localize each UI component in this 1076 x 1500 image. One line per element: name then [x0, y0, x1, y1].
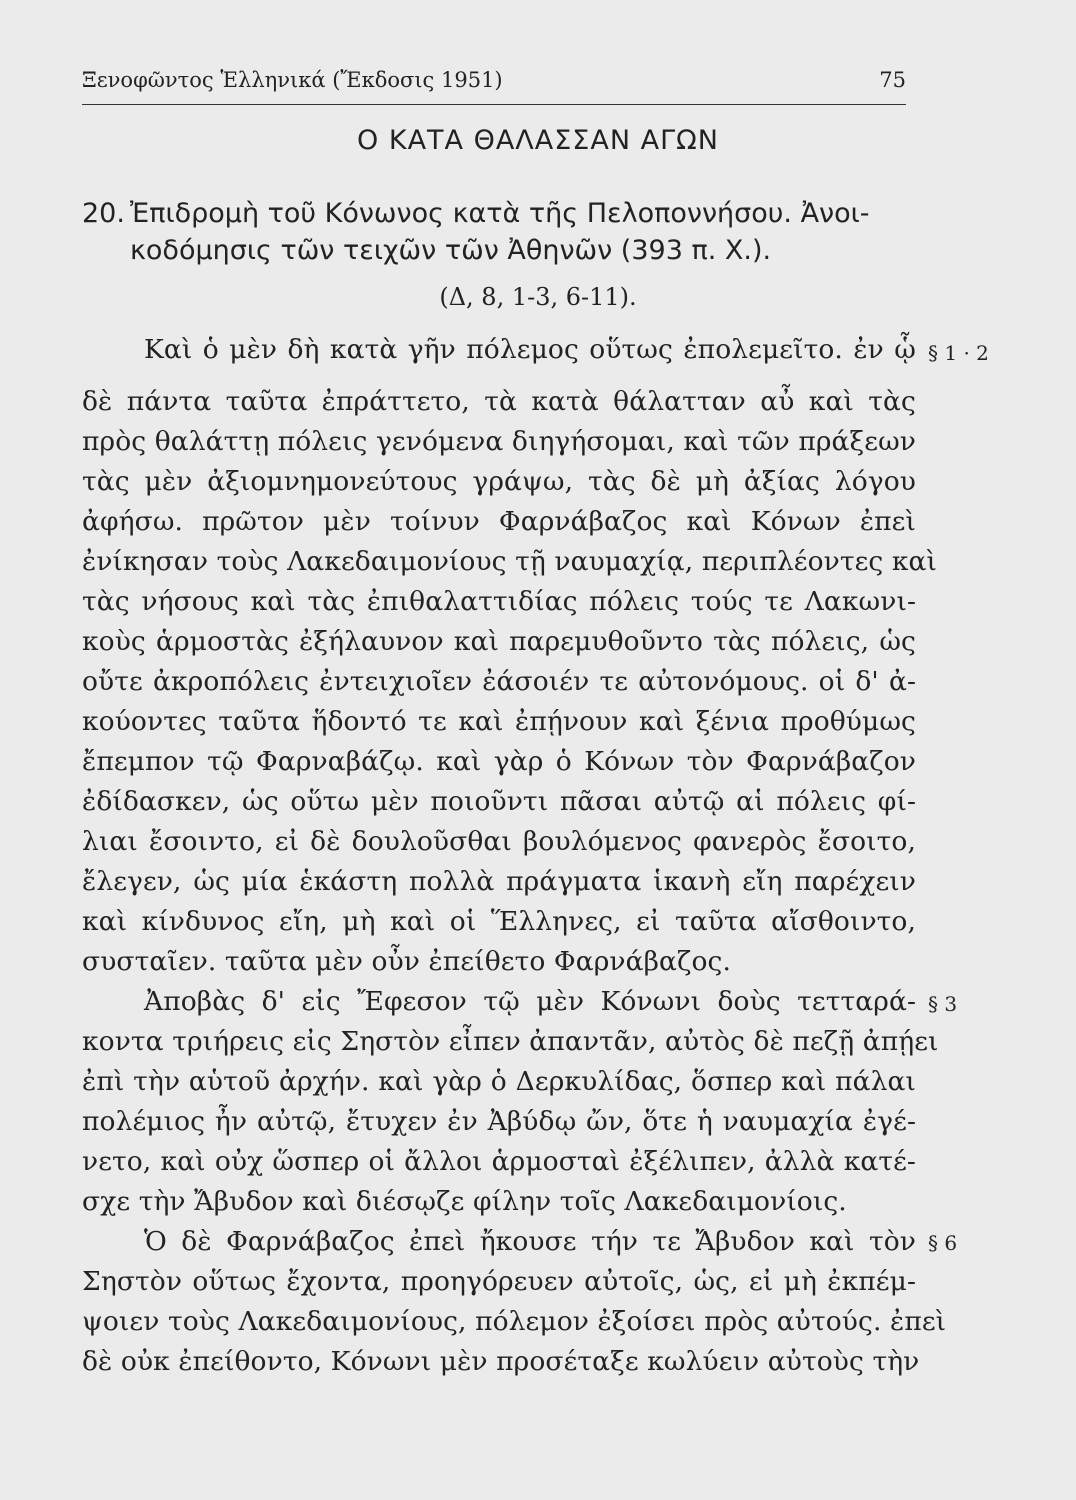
text-line: δὲ πάντα ταῦτα ἐπράττετο, τὰ κατὰ θάλατταν αὖ καὶ τὰς	[82, 386, 916, 417]
text-line: ἔπεμπον τῷ Φαρναβάζῳ. καὶ γὰρ ὁ Κόνων τὸν Φαρνάβαζον	[82, 746, 916, 777]
text-line: συσταῖεν. ταῦτα μὲν οὖν ἐπείθετο Φαρνάβαζος.	[82, 946, 732, 977]
text-line: Σηστὸν οὕτως ἔχοντα, προηγόρευεν αὐτοῖς, ὡς, εἰ μὴ ἐκπέμ-	[82, 1266, 916, 1297]
margin-section-marker: § 3	[928, 992, 958, 1016]
text-line: τὰς νήσους καὶ τὰς ἐπιθαλαττιδίας πόλεις τούς τε Λακωνι-	[82, 586, 916, 617]
text-line: κούοντες ταῦτα ἥδοντό τε καὶ ἐπῄνουν καὶ ξένια προθύμως	[82, 706, 916, 737]
text-line: κοὺς ἁρμοστὰς ἐξήλαυνον καὶ παρεμυθοῦντο τὰς πόλεις, ὡς	[82, 626, 916, 657]
text-line: καὶ κίνδυνος εἴη, μὴ καὶ οἱ Ἕλληνες, εἰ ταῦτα αἴσθοιντο,	[82, 906, 916, 937]
running-title: Ξενοφῶντος Ἑλληνικά (Ἔκδοσις 1951)	[82, 68, 503, 92]
margin-section-marker: § 1 · 2	[928, 341, 989, 365]
text-line: πρὸς θαλάττῃ πόλεις γενόμενα διηγήσομαι, καὶ τῶν πράξεων	[82, 426, 916, 457]
chapter-reference: (Δ, 8, 1-3, 6-11).	[439, 283, 637, 311]
text-line: οὔτε ἀκροπόλεις ἐντειχιοῖεν ἐάσοιέν τε αὐτονόμους. οἱ δ' ἀ-	[82, 666, 916, 697]
text-line: Ὁ δὲ Φαρνάβαζος ἐπεὶ ἤκουσε τήν τε Ἄβυδον καὶ τὸν	[144, 1226, 916, 1257]
text-line: ἐπὶ τὴν αὑτοῦ ἀρχήν. καὶ γὰρ ὁ Δερκυλίδας, ὅσπερ καὶ πάλαι	[82, 1066, 916, 1097]
page-number: 75	[879, 68, 906, 92]
text-line: ἀφήσω. πρῶτον μὲν τοίνυν Φαρνάβαζος καὶ Κόνων ἐπεὶ	[82, 506, 916, 537]
text-line: Ἀποβὰς δ' εἰς Ἔφεσον τῷ μὲν Κόνωνι δοὺς τετταρά-	[144, 986, 916, 1017]
text-line: κοντα τριήρεις εἰς Σηστὸν εἶπεν ἀπαντᾶν, αὐτὸς δὲ πεζῇ ἀπῄει	[82, 1026, 939, 1057]
running-header	[82, 64, 906, 105]
text-line: τὰς μὲν ἀξιομνημονεύτους γράψω, τὰς δὲ μὴ ἀξίας λόγου	[82, 466, 916, 497]
text-line: πολέμιος ἦν αὐτῷ, ἔτυχεν ἐν Ἀβύδῳ ὤν, ὅτε ἡ ναυμαχία ἐγέ-	[82, 1106, 916, 1137]
chapter-number: 20.	[82, 198, 125, 229]
chapter-title	[82, 195, 922, 269]
text-line: Καὶ ὁ μὲν δὴ κατὰ γῆν πόλεμος οὕτως ἐπολεμεῖτο. ἐν ᾧ	[144, 334, 916, 365]
chapter-title-line-2: κοδόμησις τῶν τειχῶν τῶν Ἀθηνῶν (393 π. Χ.).	[130, 235, 772, 266]
section-heading: Ο ΚΑΤΑ ΘΑΛΑΣΣΑΝ ΑΓΩΝ	[357, 125, 719, 156]
chapter-title-line-1: Ἐπιδρομὴ τοῦ Κόνωνος κατὰ τῆς Πελοποννήσου. Ἀνοι-	[130, 198, 870, 229]
margin-section-marker: § 6	[928, 1231, 958, 1255]
text-line: ἐνίκησαν τοὺς Λακεδαιμονίους τῇ ναυμαχίᾳ, περιπλέοντες καὶ	[82, 546, 938, 577]
text-line: λιαι ἔσοιντο, εἰ δὲ δουλοῦσθαι βουλόμενος φανερὸς ἔσοιτο,	[82, 826, 916, 857]
text-line: ἔλεγεν, ὡς μία ἑκάστη πολλὰ πράγματα ἱκανὴ εἴη παρέχειν	[82, 866, 916, 897]
text-line: ἐδίδασκεν, ὡς οὕτω μὲν ποιοῦντι πᾶσαι αὐτῷ αἱ πόλεις φί-	[82, 786, 916, 817]
text-line: ψοιεν τοὺς Λακεδαιμονίους, πόλεμον ἐξοίσει πρὸς αὐτούς. ἐπεὶ	[82, 1306, 947, 1337]
text-line: σχε τὴν Ἄβυδον καὶ διέσῳζε φίλην τοῖς Λακεδαιμονίοις.	[82, 1186, 847, 1217]
text-line: δὲ οὐκ ἐπείθοντο, Κόνωνι μὲν προσέταξε κωλύειν αὐτοὺς τὴν	[82, 1346, 920, 1377]
text-line: νετο, καὶ οὐχ ὥσπερ οἱ ἄλλοι ἁρμοσταὶ ἐξέλιπεν, ἀλλὰ κατέ-	[82, 1146, 916, 1177]
